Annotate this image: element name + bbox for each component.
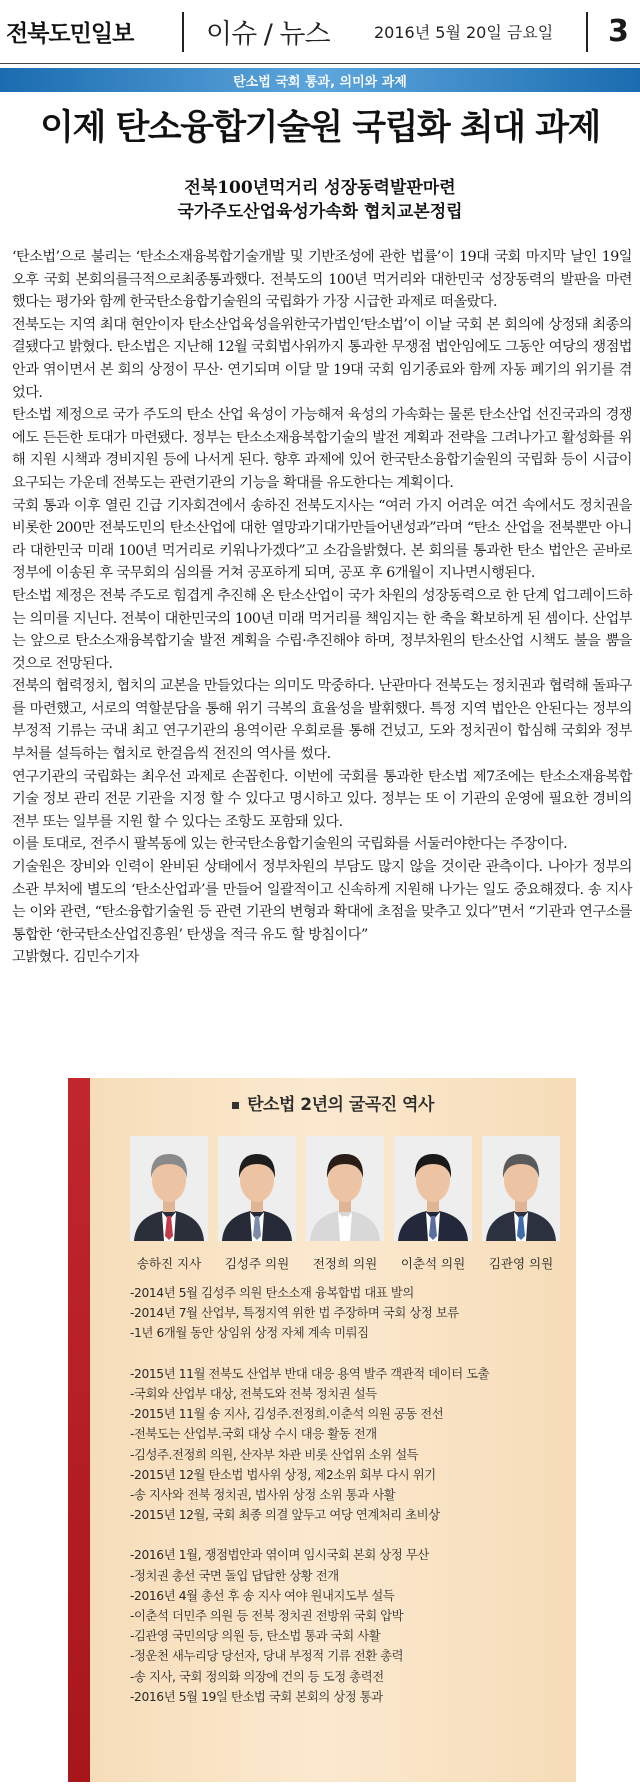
person-photo [306,1136,384,1241]
person-card [482,1136,560,1271]
timeline-spacer [130,1344,566,1364]
kicker-bar [0,68,640,92]
timeline-event: -정운천 새누리당 당선자, 당내 부정적 기류 전환 총력 [130,1649,404,1664]
subheadline: 전북100년먹거리 성장동력발판마련 [184,178,456,198]
issue-date: 2016년 5월 20일 금요일 [374,23,554,42]
timeline-event: -2016년 1월, 쟁점법안과 엮이며 임시국회 본회 상정 무산 [130,1548,429,1563]
person-name: 김관영 의원 [488,1256,554,1271]
timeline-event: -2015년 11월 전북도 산업부 반대 대응 용역 발주 객관적 데이터 도출 [130,1366,490,1381]
square-bullet-icon [232,1102,239,1109]
person-photo [482,1136,560,1241]
timeline-events [130,1283,566,1707]
article-paragraph: 연구기관의 국립화는 최우선 과제로 손꼽힌다. 이번에 국회를 통과한 탄소법 제7조에는 탄소소재융복합 기술 정보 관리 전문 기관을 지정 할 수 있다고 명시하고 있다. 정부는 또 이 기관의 운영에 필요한 경비의 전부 또는 일부를 지원 할 수 있다는 조항도 포함돼 있다. [12,768,632,830]
person-card [218,1136,296,1271]
timeline-event: -2015년 11월 송 지사, 김성주.전정희.이춘석 의원 공동 전선 [130,1407,444,1422]
article-paragraph: 기술원은 장비와 인력이 완비된 상태에서 정부차원의 부담도 많지 않을 것이란 관측이다. 나아가 정부의 소관 부처에 별도의 ‘탄소산업과’를 만들어 일괄적이고 신속하게 지원해 나가는 일도 중요해졌다. 송 지사는 이와 관련, “탄소융합기술원 등 관련 기관의 변형과 확대에 초점을 맞추고 있다”면서 “기관과 연구소를 통합한 ‘한국탄소산업진흥원’ 탄생을 적극 유도 할 방침이다” [12,859,632,943]
timeline-event: -송 지사와 전북 정치권, 법사위 상정 소위 통과 사활 [130,1487,396,1502]
article-paragraph: 전북의 협력정치, 협치의 교본을 만들었다는 의미도 막중하다. 난관마다 전북도는 정치권과 협력해 돌파구를 마련했고, 서로의 역할분담을 통해 위기 극복의 효율성을 발휘했다. 특정 지역 법안은 안된다는 정부의 부정적 기류는 국내 최고 연구기관의 용역이란 우회로를 통해 건넜고, 도와 정치권이 합심해 국회와 정부부처를 설득하는 협치로 한걸음씩 전진의 역사를 썼다. [12,678,632,763]
timeline-event: -2016년 4월 총선 후 송 지사 여야 원내지도부 설득 [130,1588,395,1603]
timeline-event: -2015년 12월 탄소법 법사위 상정, 제2소위 회부 다시 위기 [130,1467,436,1482]
timeline-event: -이춘석 더민주 의원 등 전북 정치권 전방위 국회 압박 [130,1609,404,1623]
portrait-image [394,1136,472,1241]
portrait-image [482,1136,560,1241]
red-accent-strip [68,1078,90,1782]
article-paragraph: 국회 통과 이후 열린 긴급 기자회견에서 송하진 전북도지사는 “여러 가지 어려운 여건 속에서도 정치권을 비롯한 200만 전북도민의 탄소산업에 대한 열망과기대가만들어낸성과”라며 “탄소 산업을 전북뿐만 아니라 대한민국 미래 100년 먹거리로 키워나가겠다”고 소감을밝혔다. 본 회의를 통과한 탄소 법안은 곧바로 정부에 이송된 후 국무회의 심의를 거쳐 공포하게 되며, 공포 후 6개월이 지나면시행된다. [12,497,632,582]
timeline-event: -김성주.전정희 의원, 산자부 차관 비롯 산업위 소위 설득 [130,1447,419,1462]
timeline-event: -전북도는 산업부.국회 대상 수시 대응 활동 전개 [130,1427,377,1442]
article-paragraph: 탄소법 제정으로 국가 주도의 탄소 산업 육성이 가능해져 육성의 가속화는 물론 탄소산업 선진국과의 경쟁에도 든든한 토대가 마련됐다. 정부는 탄소소재융복합기술의 발전 계획과 전략을 그려나가고 활성화를 위해 지원 시책과 경비지원 등에 나서게 된다. 향후 과제에 있어 한국탄소융합기술원의 국립화 등이 시급이 요구되는 가운데 전북도는 관련기관의 기능을 확대를 유도한다는 계획이다. [12,407,632,491]
section-title: 이슈 / 뉴스 [206,19,330,50]
article-paragraph: 이를 토대로, 전주시 팔복동에 있는 한국탄소융합기술원의 국립화를 서둘러야한다는 주장이다. [12,836,568,853]
timeline-event: -국회와 산업부 대상, 전북도와 전북 정치권 설득 [130,1386,377,1401]
people-photos [130,1136,560,1271]
timeline-event: -송 지사, 국회 정의화 의장에 건의 등 도정 총력전 [130,1669,384,1684]
timeline-infobox [68,1078,576,1782]
masthead [0,0,640,64]
subheadline: 국가주도산업육성가속화 협치교본정립 [177,202,463,222]
timeline-event: -2014년 7월 산업부, 특정지역 위한 법 주장하며 국회 상정 보류 [130,1306,459,1321]
timeline-event: -2014년 5월 김성주 의원 탄소소재 융복합법 대표 발의 [130,1286,414,1300]
article-paragraph: 탄소법 제정은 전북 주도로 힘겹게 추진해 온 탄소산업이 국가 차원의 성장동력으로 한 단계 업그레이드하는 의미를 지닌다. 전북이 대한민국의 100년 미래 먹거리를 책임지는 한 축을 확보하게 된 셈이다. 산업부는 앞으로 탄소소재융복합기술 발전 계획을 수립·추진해야 하며, 정부차원의 탄소산업 시책도 불을 뿜을 것으로 전망된다. [12,587,632,672]
timeline-event: -1년 6개월 동안 상임위 상정 자체 계속 미뤄짐 [130,1326,369,1341]
person-name: 송하진 지사 [136,1256,202,1271]
article-byline: 고밝혔다. 김민수기자 [12,949,139,966]
article-paragraph: 전북도는 지역 최대 현안이자 탄소산업육성을위한국가법인‘탄소법’이 이날 국회 본 회의에 상정돼 최종의결됐다고 밝혔다. 탄소법은 지난해 12월 국회법사위까지 통과한 무쟁점 법안임에도 그동안 여당의 쟁점법안과 엮이면서 본 회의 상정이 무산· 연기되며 이달 말 19대 국회 임기종료와 함께 자동 폐기의 위기를 겪었다. [12,316,632,401]
portrait-image [130,1136,208,1241]
timeline-event: -정치권 총선 국면 돌입 답답한 상황 전개 [130,1568,339,1583]
subheadline-block [0,176,640,224]
timeline-event: -김관영 국민의당 의원 등, 탄소법 통과 국회 사활 [130,1629,381,1644]
kicker-text: 탄소법 국회 통과, 의미와 과제 [233,74,407,90]
headline: 이제 탄소융합기술원 국립화 최대 과제 [40,108,600,148]
person-name: 이춘석 의원 [400,1256,466,1271]
person-name: 전정희 의원 [312,1256,378,1271]
person-photo [218,1136,296,1241]
timeline-title [90,1090,576,1115]
person-name: 김성주 의원 [224,1256,290,1271]
timeline-title-text: 탄소법 2년의 굴곡진 역사 [247,1095,434,1115]
page-number: 3 [608,14,629,49]
timeline-event: -2015년 12월, 국회 최종 의결 앞두고 여당 연계처리 초비상 [130,1508,440,1523]
person-photo [394,1136,472,1241]
person-card [394,1136,472,1271]
newspaper-name: 전북도민일보 [6,21,134,47]
person-photo [130,1136,208,1241]
person-card [130,1136,208,1271]
timeline-event: -2016년 5월 19일 탄소법 국회 본회의 상정 통과 [130,1689,383,1704]
person-card [306,1136,384,1271]
article-body [12,246,632,969]
timeline-spacer [130,1525,566,1545]
portrait-image [306,1136,384,1241]
portrait-image [218,1136,296,1241]
article-paragraph: ‘탄소법’으로 불리는 ‘탄소소재융복합기술개발 및 기반조성에 관한 법률’이 19대 국회 마지막 날인 19일 오후 국회 본회의를극적으로최종통과했다. 전북도의 100년 먹거리와 대한민국 성장동력의 발판을 마련했다는 평가와 함께 한국탄소융합기술원의 국립화가 가장 시급한 과제로 떠올랐다. [12,249,632,311]
